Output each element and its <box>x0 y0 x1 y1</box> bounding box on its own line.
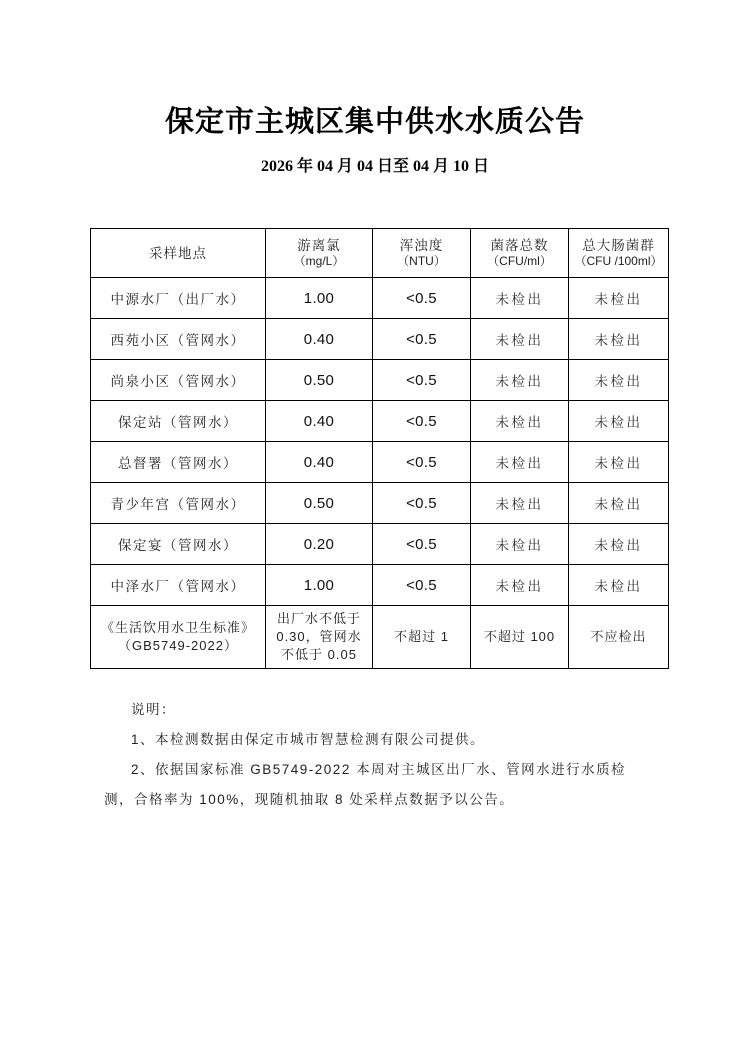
cell-free-chlorine: 0.40 <box>266 319 373 360</box>
note-item-1: 1、本检测数据由保定市城市智慧检测有限公司提供。 <box>131 732 486 747</box>
table-header-row <box>91 229 669 278</box>
col-header-location <box>91 229 266 278</box>
cell-standard-turbidity: 不超过 1 <box>373 606 471 669</box>
cell-turbidity: <0.5 <box>373 401 471 442</box>
cell-location: 尚泉小区（管网水） <box>91 360 266 401</box>
cell-turbidity: <0.5 <box>373 360 471 401</box>
cell-free-chlorine: 0.50 <box>266 360 373 401</box>
standard-row <box>91 606 669 669</box>
table-row <box>91 442 669 483</box>
cell-standard-colony: 不超过 100 <box>471 606 569 669</box>
cell-coliform: 未检出 <box>569 360 669 401</box>
col-header-coliform-label: 总大肠菌群 <box>582 238 655 253</box>
cell-colony-count: 未检出 <box>471 319 569 360</box>
standard-name-line1: 《生活饮用水卫生标准》 <box>100 620 255 635</box>
cell-free-chlorine: 0.50 <box>266 483 373 524</box>
table-row <box>91 401 669 442</box>
date-range: 2026 年 04 月 04 日至 04 月 10 日 <box>260 158 489 175</box>
cell-location: 西苑小区（管网水） <box>91 319 266 360</box>
cell-standard-coliform: 不应检出 <box>569 606 669 669</box>
cell-coliform: 未检出 <box>569 565 669 606</box>
cell-location: 青少年宫（管网水） <box>91 483 266 524</box>
col-header-location-label: 采样地点 <box>149 245 207 261</box>
cell-location: 保定站（管网水） <box>91 401 266 442</box>
standard-chlorine-line2: 0.30，管网水 <box>276 629 362 644</box>
cell-colony-count: 未检出 <box>471 360 569 401</box>
table-row <box>91 483 669 524</box>
cell-location: 中泽水厂（管网水） <box>91 565 266 606</box>
cell-free-chlorine: 0.40 <box>266 442 373 483</box>
cell-standard-chlorine <box>266 606 373 669</box>
cell-coliform: 未检出 <box>569 524 669 565</box>
col-header-colony-count-label: 菌落总数 <box>490 238 549 253</box>
col-header-free-chlorine <box>266 229 373 278</box>
col-header-free-chlorine-unit: （mg/L） <box>293 254 345 268</box>
notes-section <box>104 695 654 815</box>
cell-colony-count: 未检出 <box>471 483 569 524</box>
cell-free-chlorine: 0.40 <box>266 401 373 442</box>
col-header-colony-count-unit: （CFU/ml） <box>487 254 552 268</box>
cell-colony-count: 未检出 <box>471 401 569 442</box>
cell-coliform: 未检出 <box>569 442 669 483</box>
table-row <box>91 319 669 360</box>
cell-coliform: 未检出 <box>569 401 669 442</box>
col-header-free-chlorine-label: 游离氯 <box>297 238 341 253</box>
notes-heading: 说明： <box>131 702 176 717</box>
cell-free-chlorine: 0.20 <box>266 524 373 565</box>
page-title: 保定市主城区集中供水水质公告 <box>164 106 585 138</box>
cell-coliform: 未检出 <box>569 319 669 360</box>
table-row <box>91 278 669 319</box>
table-row <box>91 524 669 565</box>
standard-chlorine-line3: 不低于 0.05 <box>281 647 357 662</box>
col-header-colony-count <box>471 229 569 278</box>
cell-colony-count: 未检出 <box>471 278 569 319</box>
col-header-turbidity-unit: （NTU） <box>397 254 446 268</box>
cell-turbidity: <0.5 <box>373 565 471 606</box>
cell-turbidity: <0.5 <box>373 442 471 483</box>
cell-free-chlorine: 1.00 <box>266 565 373 606</box>
cell-location: 保定宴（管网水） <box>91 524 266 565</box>
col-header-turbidity <box>373 229 471 278</box>
standard-name-line2: （GB5749-2022） <box>118 638 238 653</box>
cell-colony-count: 未检出 <box>471 565 569 606</box>
col-header-coliform <box>569 229 669 278</box>
cell-location: 中源水厂（出厂水） <box>91 278 266 319</box>
col-header-coliform-unit: （CFU /100ml） <box>574 254 663 268</box>
cell-location: 总督署（管网水） <box>91 442 266 483</box>
note-item-2: 2、依据国家标准 GB5749-2022 本周对主城区出厂水、管网水进行水质检测，合格率为 100%，现随机抽取 8 处采样点数据予以公告。 <box>104 762 627 807</box>
cell-standard-name <box>91 606 266 669</box>
col-header-turbidity-label: 浑浊度 <box>399 238 444 253</box>
cell-colony-count: 未检出 <box>471 442 569 483</box>
table-row <box>91 565 669 606</box>
table-row <box>91 360 669 401</box>
cell-turbidity: <0.5 <box>373 319 471 360</box>
cell-coliform: 未检出 <box>569 278 669 319</box>
cell-turbidity: <0.5 <box>373 524 471 565</box>
cell-turbidity: <0.5 <box>373 483 471 524</box>
standard-chlorine-line1: 出厂水不低于 <box>276 611 361 626</box>
cell-coliform: 未检出 <box>569 483 669 524</box>
cell-free-chlorine: 1.00 <box>266 278 373 319</box>
cell-colony-count: 未检出 <box>471 524 569 565</box>
water-quality-table <box>90 228 669 669</box>
cell-turbidity: <0.5 <box>373 278 471 319</box>
